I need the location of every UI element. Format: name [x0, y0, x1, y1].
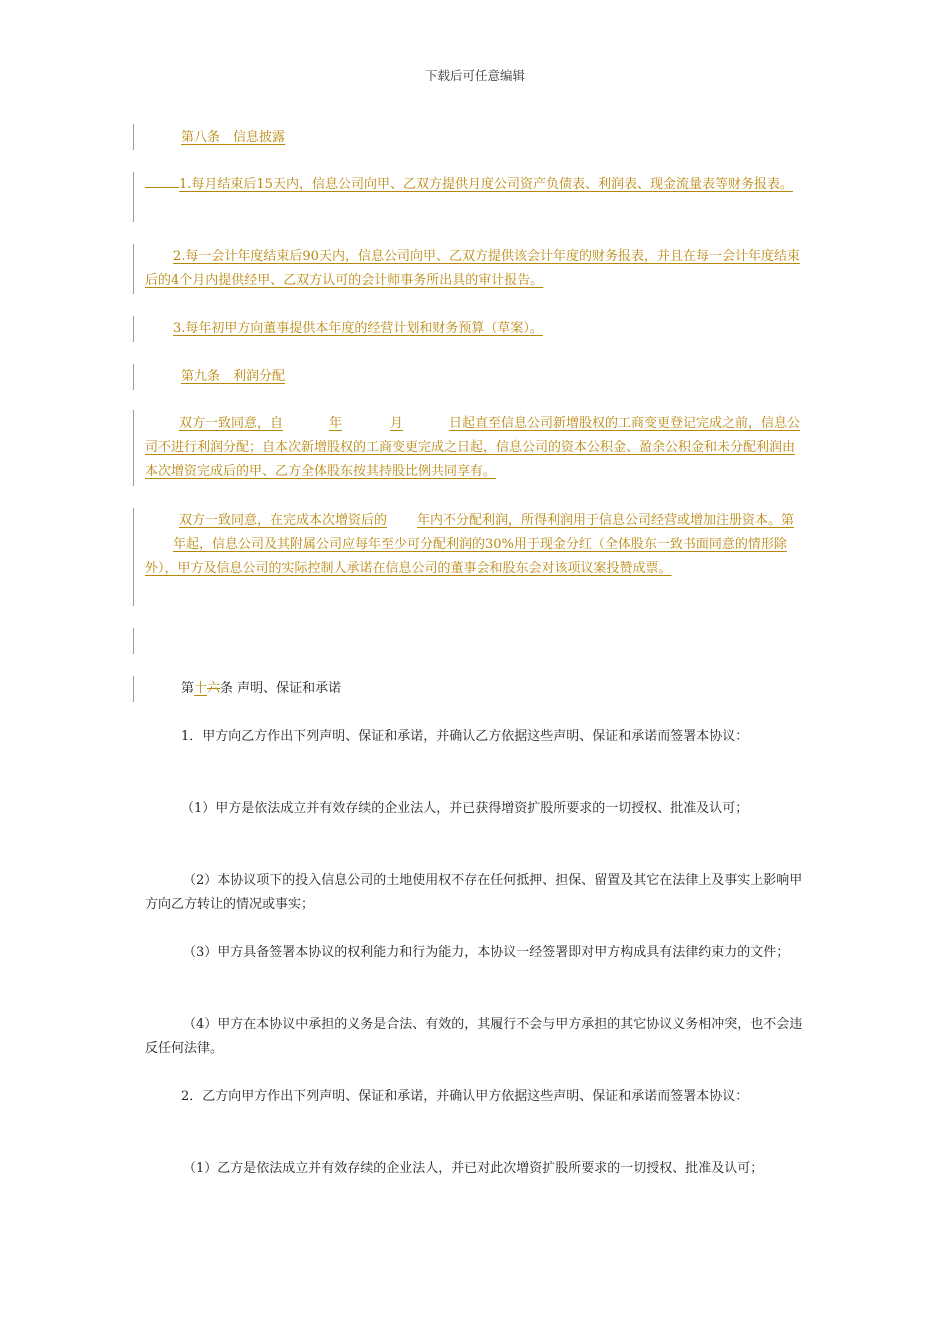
- change-bar: [133, 410, 134, 486]
- change-bar: [133, 628, 134, 654]
- change-bar: [133, 364, 134, 390]
- change-bar: [133, 676, 134, 702]
- change-bar: [133, 172, 134, 222]
- article10-item-1-4: （4）甲方在本协议中承担的义务是合法、有效的，其履行不会与甲方承担的其它协议义务相冲突，也不会违反任何法律。: [145, 1017, 803, 1056]
- article10-item-1-3: （3）甲方具备签署本协议的权利能力和行为能力，本协议一经签署即对甲方构成具有法律约束力的文件；: [183, 945, 790, 960]
- article8-title: 第八条 信息披露: [181, 130, 286, 145]
- article10-section-1: 1．甲方向乙方作出下列声明、保证和承诺，并确认乙方依据这些声明、保证和承诺而签署本协议：: [181, 729, 749, 744]
- article9-paragraph-2: 双方一致同意，在完成本次增资后的 年内不分配利润，所得利润用于信息公司经营或增加注册资本。第年起，信息公司及其附属公司应每年至少可分配利润的30%用于现金分红（全体股东一致书面同意的情形除外），甲方及信息公司的实际控制人承诺在信息公司的董事会和股东会对该项议案投赞成票。: [145, 513, 795, 576]
- change-bar: [133, 124, 134, 150]
- article9-paragraph-1: 双方一致同意，自 年 月 日起直至信息公司新增股权的工商变更登记完成之前，信息公司不进行利润分配；自本次新增股权的工商变更完成之日起，信息公司的资本公积金、盈余公积金和未分配利润由本次增资完成后的甲、乙方全体股东按其持股比例共同享有。: [145, 416, 801, 479]
- article8-paragraph-3: 3.每年初甲方向董事提供本年度的经营计划和财务预算（草案）。: [173, 321, 543, 336]
- article10-item-1-2: （2）本协议项下的投入信息公司的土地使用权不存在任何抵押、担保、留置及其它在法律上及事实上影响甲方向乙方转让的情况或事实；: [145, 873, 803, 912]
- change-bar: [133, 316, 134, 342]
- article8-paragraph-1: 1.每月结束后15天内，信息公司向甲、乙双方提供月度公司资产负债表、利润表、现金流量表等财务报表。: [145, 173, 805, 197]
- article10-item-2-1: （1）乙方是依法成立并有效存续的企业法人，并已对此次增资扩股所要求的一切授权、批准及认可；: [183, 1161, 764, 1176]
- article8-paragraph-2: 2.每一会计年度结束后90天内，信息公司向甲、乙双方提供该会计年度的财务报表，并且在每一会计年度结束后的4个月内提供经甲、乙双方认可的会计师事务所出具的审计报告。: [145, 249, 800, 288]
- page-header: 下载后可任意编辑: [424, 68, 525, 83]
- article10-title: 第十六条 声明、保证和承诺: [181, 681, 342, 696]
- change-bar: [133, 508, 134, 606]
- article10-section-2: 2．乙方向甲方作出下列声明、保证和承诺，并确认甲方依据这些声明、保证和承诺而签署本协议：: [181, 1089, 749, 1104]
- change-bar: [133, 244, 134, 294]
- article10-item-1-1: （1）甲方是依法成立并有效存续的企业法人，并已获得增资扩股所要求的一切授权、批准及认可；: [181, 801, 749, 816]
- article9-title: 第九条 利润分配: [181, 369, 286, 384]
